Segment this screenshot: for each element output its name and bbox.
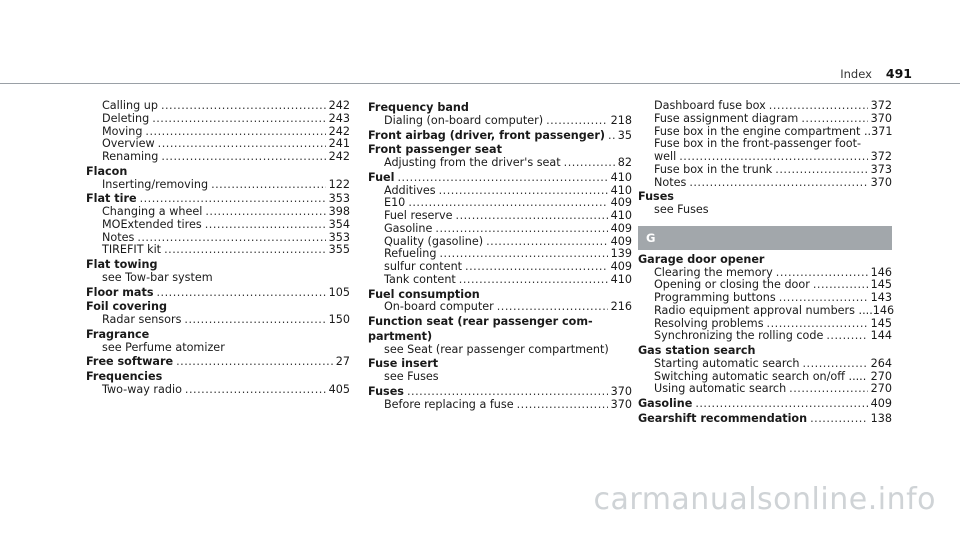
entry-text: Two-way radio <box>102 382 182 396</box>
page-number: 491 <box>885 66 912 81</box>
index-subentry <box>368 274 632 287</box>
index-subentry <box>638 177 892 190</box>
entry-text: Fuse assignment diagram <box>654 111 799 125</box>
page-ref[interactable]: 264 <box>870 356 892 370</box>
entry-text: Flat tire <box>86 192 137 206</box>
index-entry <box>86 287 350 300</box>
entry-text: Refueling <box>384 247 437 261</box>
page-ref[interactable]: 270 <box>870 382 892 396</box>
entry-text: Flat towing <box>86 258 158 271</box>
entry-text: Adjusting from the driver's seat <box>384 156 561 169</box>
entry-text: Resolving problems <box>654 316 764 330</box>
dot-leader <box>205 219 326 232</box>
index-subentry <box>86 151 350 164</box>
page-ref[interactable]: 270 <box>870 369 892 383</box>
entry-text: Floor mats <box>86 285 154 299</box>
entry-text: Fuse box in the front-passenger foot- <box>654 137 862 151</box>
index-entry <box>368 102 632 115</box>
entry-text: Fuel consumption <box>368 287 480 301</box>
index-subentry <box>638 151 892 164</box>
page-ref[interactable]: 105 <box>328 285 350 299</box>
dot-leader <box>689 177 867 190</box>
dot-leader <box>564 157 615 170</box>
dot-leader <box>184 314 325 327</box>
page-ref[interactable]: 370 <box>610 384 632 398</box>
page-ref[interactable]: 355 <box>328 243 350 257</box>
dot-leader <box>205 206 325 219</box>
index-entry <box>368 331 632 344</box>
page-ref[interactable]: 139 <box>610 247 632 261</box>
dot-leader <box>439 185 608 198</box>
dot-leader <box>407 386 608 399</box>
page-ref[interactable]: 372 <box>870 150 892 163</box>
page-ref[interactable]: 398 <box>328 205 350 218</box>
entry-text: Radio equipment approval numbers .... <box>654 303 873 317</box>
index-subentry <box>86 342 350 355</box>
dot-leader <box>801 113 867 126</box>
entry-text: Clearing the memory <box>654 265 773 279</box>
index-subentry <box>86 314 350 327</box>
entry-text: Quality (gasoline) <box>384 234 484 248</box>
index-subentry <box>638 303 895 318</box>
entry-text: Dialing (on-board computer) <box>384 113 544 127</box>
page-ref[interactable]: 372 <box>870 99 892 112</box>
dot-leader <box>775 164 867 177</box>
entry-text: Inserting/removing <box>102 177 209 191</box>
page-ref[interactable]: 409 <box>610 221 632 235</box>
entry-text: see Seat (rear passenger compartment) <box>384 342 609 356</box>
index-subentry <box>86 272 350 285</box>
entry-text: Starting automatic search <box>654 356 800 370</box>
entry-text: Changing a wheel <box>102 205 203 218</box>
page-ref[interactable]: 146 <box>870 265 892 279</box>
page-ref[interactable]: 143 <box>870 291 892 304</box>
entry-text: Fuses <box>638 190 674 204</box>
entry-text: Fuses <box>368 384 404 398</box>
index-subentry <box>638 330 892 343</box>
index-subentry <box>638 164 892 177</box>
dot-leader <box>486 236 608 249</box>
page-ref[interactable]: 82 <box>617 156 632 169</box>
dot-leader <box>813 279 868 292</box>
entry-text: Frequency band <box>368 101 469 114</box>
index-subentry <box>86 244 350 257</box>
dot-leader <box>695 398 867 411</box>
entry-text: Frequencies <box>86 370 163 383</box>
index-subentry <box>638 100 892 113</box>
entry-text: see Fuses <box>654 203 709 216</box>
index-subentry <box>368 371 632 384</box>
index-subentry <box>368 223 632 236</box>
index-subentry <box>86 113 350 126</box>
page-ref[interactable]: 370 <box>870 111 892 125</box>
dot-leader <box>802 358 867 371</box>
watermark: carmanualsonline.info <box>593 482 936 517</box>
index-entry <box>368 316 632 329</box>
index-entry <box>86 259 350 272</box>
dot-leader <box>161 151 325 164</box>
index-entry <box>638 413 892 426</box>
index-entry <box>368 172 632 185</box>
page-ref[interactable]: 353 <box>328 192 350 206</box>
page-ref[interactable]: 410 <box>610 170 632 184</box>
entry-text: Flacon <box>86 164 128 178</box>
entry-text: Deleting <box>102 111 150 125</box>
index-column-3 <box>638 99 895 426</box>
dot-leader <box>164 244 326 257</box>
page-ref[interactable]: 144 <box>870 329 892 343</box>
entry-text: see Fuses <box>384 370 439 383</box>
dot-leader <box>158 138 326 151</box>
index-column-2 <box>368 100 632 411</box>
entry-text: see Tow-bar system <box>102 270 213 284</box>
entry-text: Additives <box>384 183 436 197</box>
dot-leader <box>156 287 325 300</box>
page-ref[interactable]: 409 <box>870 397 892 410</box>
entry-text: TIREFIT kit <box>102 243 162 257</box>
index-subentry <box>368 210 632 223</box>
entry-text: Gasoline <box>384 221 433 235</box>
index-entry <box>368 130 632 143</box>
index-subentry <box>368 399 632 412</box>
dot-leader <box>145 126 325 139</box>
dot-leader <box>137 232 325 245</box>
page-ref[interactable]: 370 <box>870 175 892 189</box>
index-subentry <box>368 301 632 314</box>
dot-leader <box>176 356 333 369</box>
entry-text: Fragrance <box>86 327 150 341</box>
index-subentry <box>638 204 892 217</box>
page-ref[interactable]: 242 <box>328 150 350 163</box>
page-ref[interactable]: 35 <box>617 128 632 142</box>
dot-leader <box>608 130 615 143</box>
page-ref[interactable]: 145 <box>870 278 892 292</box>
index-subentry <box>638 358 892 371</box>
entry-text: Front passenger seat <box>368 143 502 157</box>
page-ref[interactable]: 27 <box>335 355 350 369</box>
dot-leader <box>789 383 867 396</box>
entry-text: Using automatic search <box>654 382 787 396</box>
entry-text: partment) <box>368 329 433 343</box>
page-ref[interactable]: 241 <box>328 137 350 151</box>
dot-leader <box>497 301 608 314</box>
dot-leader <box>459 274 608 287</box>
entry-text: Synchronizing the rolling code <box>654 329 824 343</box>
entry-text: well <box>654 150 677 163</box>
index-entry <box>86 166 350 179</box>
entry-text: Tank content <box>384 272 456 286</box>
entry-text: Switching automatic search on/off ..... <box>654 369 867 383</box>
index-subentry <box>86 219 350 232</box>
index-entry <box>86 329 350 342</box>
index-subentry <box>638 138 892 151</box>
index-subentry <box>368 157 632 170</box>
page-ref[interactable]: 409 <box>610 196 632 210</box>
index-entry <box>638 345 892 358</box>
dot-leader <box>435 223 607 236</box>
page-ref[interactable]: 146 <box>872 303 895 317</box>
dot-leader <box>826 330 867 343</box>
page-ref[interactable]: 150 <box>328 313 350 326</box>
entry-text: Before replacing a fuse <box>384 397 514 411</box>
entry-text: Notes <box>654 175 687 189</box>
page-ref[interactable]: 410 <box>610 209 632 222</box>
index-subentry <box>368 261 632 274</box>
page-ref[interactable]: 242 <box>328 124 350 138</box>
dot-leader <box>769 100 868 113</box>
entry-text: Fuse box in the trunk <box>654 162 773 176</box>
dot-leader <box>546 115 608 128</box>
index-subentry <box>86 206 350 219</box>
index-subentry <box>368 115 632 128</box>
entry-text: Gas station search <box>638 344 756 357</box>
entry-text: On-board computer <box>384 300 494 314</box>
group-header: G <box>638 226 892 250</box>
dot-leader <box>211 179 326 192</box>
entry-text: Dashboard fuse box <box>654 99 766 112</box>
entry-text: Fuel reserve <box>384 209 453 222</box>
header-word: Index <box>840 67 872 81</box>
page-ref[interactable]: 405 <box>328 382 350 396</box>
dot-leader <box>397 172 607 185</box>
entry-text: Free software <box>86 355 174 369</box>
page-ref[interactable]: 370 <box>610 397 632 411</box>
index-entry <box>368 386 632 399</box>
dot-leader <box>439 248 607 261</box>
page-header <box>840 66 912 81</box>
index-subentry <box>86 384 350 397</box>
entry-text: MOExtended tires <box>102 217 202 231</box>
entry-text: E10 <box>384 196 406 210</box>
page-ref[interactable]: 410 <box>610 183 632 197</box>
entry-text: Foil covering <box>86 300 167 314</box>
entry-text: Front airbag (driver, front passenger) <box>368 128 605 142</box>
index-subentry <box>638 292 892 305</box>
index-subentry <box>86 179 350 192</box>
index-subentry <box>86 100 350 113</box>
page-ref[interactable]: 409 <box>610 234 632 248</box>
page-ref[interactable]: 138 <box>870 411 892 425</box>
entry-text: Function seat (rear passenger com- <box>368 315 593 328</box>
page-ref[interactable]: 409 <box>610 260 632 273</box>
entry-text: Gearshift recommendation <box>638 411 808 425</box>
dot-leader <box>456 210 608 223</box>
entry-text: Notes <box>102 230 135 244</box>
entry-text: sulfur content <box>384 260 463 273</box>
dot-leader <box>517 399 608 412</box>
page-ref[interactable]: 373 <box>870 162 892 176</box>
entry-text: Renaming <box>102 150 159 163</box>
entry-text: Fuse box in the engine compartment .. <box>654 124 872 138</box>
dot-leader <box>465 261 608 274</box>
entry-text: Fuse insert <box>368 357 439 371</box>
index-subentry <box>368 185 632 198</box>
page-ref[interactable]: 410 <box>610 272 632 286</box>
page-ref[interactable]: 243 <box>328 111 350 125</box>
entry-text: Fuel <box>368 170 395 184</box>
entry-text: Opening or closing the door <box>654 278 810 292</box>
index-entry <box>86 356 350 369</box>
index-column-1 <box>86 100 350 397</box>
page-ref[interactable]: 122 <box>328 177 350 191</box>
index-subentry <box>638 113 892 126</box>
dot-leader <box>161 100 326 113</box>
entry-text: Overview <box>102 137 155 151</box>
entry-text: see Perfume atomizer <box>102 340 225 354</box>
index-entry <box>638 254 892 267</box>
entry-text: Garage door opener <box>638 252 765 266</box>
header-rule <box>0 83 960 84</box>
dot-leader <box>152 113 325 126</box>
page-ref[interactable]: 353 <box>328 230 350 244</box>
entry-text: Gasoline <box>638 397 693 410</box>
dot-leader <box>679 151 867 164</box>
page-ref[interactable]: 242 <box>328 99 350 112</box>
entry-text: Calling up <box>102 99 158 112</box>
index-entry <box>86 371 350 384</box>
dot-leader <box>810 413 868 426</box>
page-ref[interactable]: 371 <box>871 124 893 138</box>
index-subentry <box>638 383 892 396</box>
page-ref[interactable]: 354 <box>328 217 350 231</box>
entry-text: Radar sensors <box>102 313 182 326</box>
page-ref[interactable]: 145 <box>870 316 892 330</box>
entry-text: Programming buttons <box>654 291 776 304</box>
index-entry <box>638 398 892 411</box>
dot-leader <box>779 292 868 305</box>
page-ref[interactable]: 216 <box>610 300 632 314</box>
dot-leader <box>185 384 326 397</box>
index-subentry <box>368 344 632 357</box>
entry-text: Moving <box>102 124 143 138</box>
page-ref[interactable]: 218 <box>610 113 632 127</box>
